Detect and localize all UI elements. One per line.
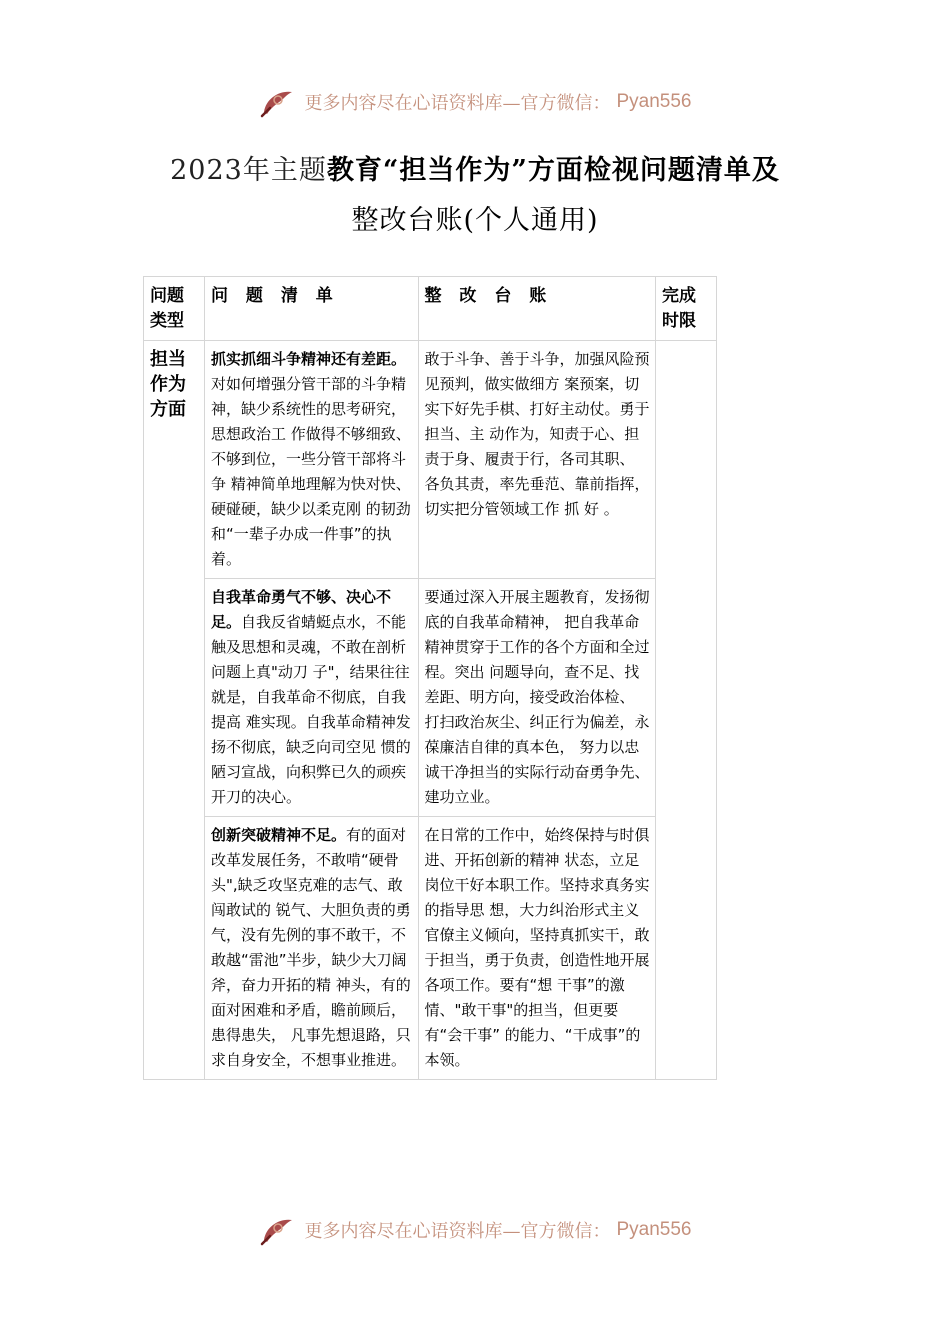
- issue-cell: [205, 817, 419, 1080]
- watermark-banner-bottom: [0, 1212, 950, 1248]
- deadline-cell: [655, 341, 716, 1080]
- table-row: [144, 341, 717, 579]
- pen-logo-icon: [258, 1212, 298, 1248]
- issue-body: 有的面对改革发展任务，不敢啃“硬骨头",缺乏攻坚克难的志气、敢闯敢试的 锐气、大胆负责的勇气，没有先例的事不敢干，不 敢越“雷池”半步，缺少大刀阔斧，奋力开拓的精 神头，有的面对困难和矛盾，瞻前顾后，患得患失， 凡事先想退路，只求自身安全，不想事业推进。: [211, 826, 411, 1069]
- rectification-table: [143, 276, 717, 1080]
- document-title-line1: [0, 146, 950, 196]
- table-row: [144, 817, 717, 1080]
- header-issues: 问 题 清 单: [205, 277, 419, 341]
- category-cell: 担当作为方面: [144, 341, 205, 1080]
- header-rectification: 整 改 台 账: [418, 277, 655, 341]
- title-main: 教育“担当作为”方面检视问题清单及: [326, 155, 780, 186]
- issue-lead: 抓实抓细斗争精神还有差距。: [211, 350, 407, 368]
- issue-body: 对如何增强分管干部的斗争精神，缺少系统性的思考研究，思想政治工 作做得不够细致、不够到位，一些分管干部将斗争 精神简单地理解为快对快、硬碰硬，缺少以柔克刚 的韧劲和“一辈子办成一件事”的执着。: [211, 375, 411, 568]
- banner-wechat-id: Pyan556: [616, 91, 692, 112]
- rectification-cell: 在日常的工作中，始终保持与时俱进、开拓创新的精神 状态，立足岗位干好本职工作。坚持求真务实的指导思 想，大力纠治形式主义官僚主义倾向，坚持真抓实干，敢于担当，勇于负责，创造性地开展各项工作。要有“想 干事”的激情、"敢干事"的担当，但更要有“会干事” 的能力、“干成事”的本领。: [418, 817, 655, 1080]
- rectification-cell: 要通过深入开展主题教育，发扬彻底的自我革命精神， 把自我革命精神贯穿于工作的各个方面和全过程。突出 问题导向，查不足、找差距、明方向，接受政治体检、 打扫政治灰尘、纠正行为偏差，永葆廉洁自律的真本色， 努力以忠诚干净担当的实际行动奋勇争先、建功立业。: [418, 579, 655, 817]
- banner-text: 更多内容尽在心语资料库—官方微信：: [304, 93, 611, 114]
- rectification-cell: 敢于斗争、善于斗争，加强风险预见预判，做实做细方 案预案，切实下好先手棋、打好主动仗。勇于担当、主 动作为，知责于心、担责于身、履责于行，各司其职、 各负其责，率先垂范、靠前指挥，切实把分管领域工作 抓 好 。: [418, 341, 655, 579]
- document-title-line2: 整改台账(个人通用): [351, 205, 599, 236]
- issue-lead: 自我革命勇气不够、决心不足。: [211, 588, 392, 631]
- banner-text: 更多内容尽在心语资料库—官方微信：: [304, 1221, 611, 1242]
- table-header-row: [144, 277, 717, 341]
- title-prefix: 2023年主题: [170, 155, 327, 186]
- banner-wechat-id: Pyan556: [616, 1219, 692, 1240]
- watermark-banner-top: [0, 84, 950, 120]
- header-type: 问题类型: [144, 277, 205, 341]
- issue-cell: [205, 341, 419, 579]
- issue-lead: 创新突破精神不足。: [211, 826, 347, 844]
- pen-logo-icon: [258, 84, 298, 120]
- issue-body: 自我反省蜻蜓点水，不能触及思想和灵魂，不敢在剖析问题上真"动刀 子"，结果往往就是，自我革命不彻底，自我提高 难实现。自我革命精神发扬不彻底，缺乏向司空见 惯的陋习宣战，向积弊已久的顽疾开刀的决心。: [211, 613, 411, 806]
- table-row: [144, 579, 717, 817]
- issue-cell: [205, 579, 419, 817]
- header-deadline: 完成时限: [655, 277, 716, 341]
